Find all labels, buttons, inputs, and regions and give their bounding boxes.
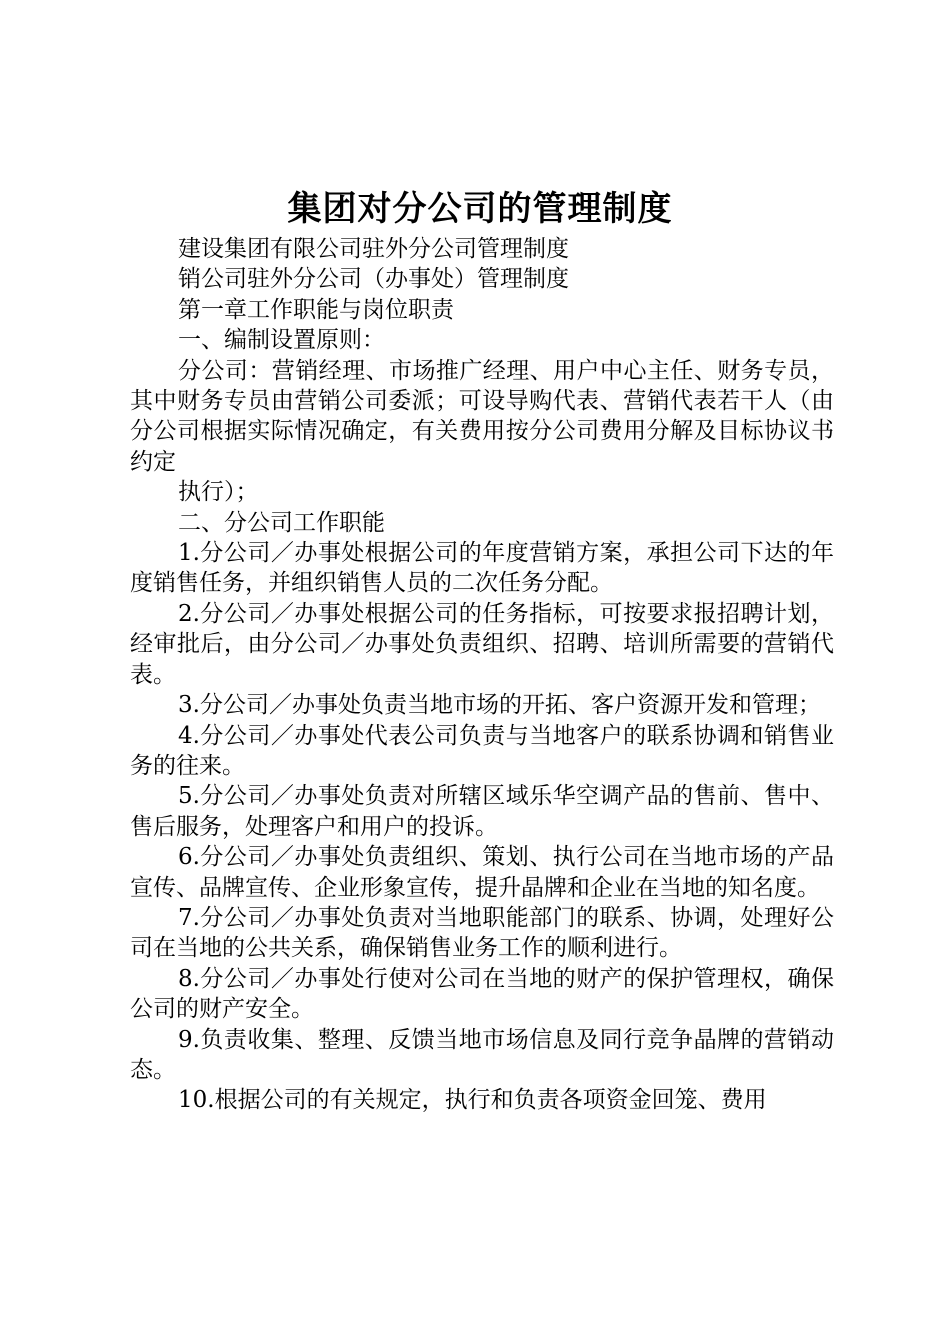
list-item: 5.分公司／办事处负责对所辖区域乐华空调产品的售前、售中、售后服务，处理客户和用户的投诉。 xyxy=(130,783,834,840)
paragraph: 执行）； xyxy=(178,479,259,506)
list-item: 2.分公司／办事处根据公司的任务指标，可按要求报招聘计划，经审批后，由分公司／办事处负责组织、招聘、培训所需要的营销代表。 xyxy=(130,600,834,688)
list-item: 9.负责收集、整理、反馈当地市场信息及同行竞争晶牌的营销动态。 xyxy=(130,1026,834,1083)
list-item: 6.分公司／办事处负责组织、策划、执行公司在当地市场的产品宣传、品牌宣传、企业形象宣传，提升晶牌和企业在当地的知名度。 xyxy=(130,844,834,901)
section-heading: 一、编制设置原则： xyxy=(178,327,385,354)
list-item: 3.分公司／办事处负责当地市场的开拓、客户资源开发和管理； xyxy=(178,692,821,719)
list-item: 8.分公司／办事处行使对公司在当地的财产的保护管理权，确保公司的财产安全。 xyxy=(130,965,834,1023)
list-item: 4.分公司／办事处代表公司负责与当地客户的联系协调和销售业务的往来。 xyxy=(130,722,834,779)
document-body xyxy=(130,234,834,1116)
paragraph: 销公司驻外分公司（办事处）管理制度 xyxy=(178,266,569,293)
chapter-heading: 第一章工作职能与岗位职责 xyxy=(178,296,454,323)
paragraph: 建设集团有限公司驻外分公司管理制度 xyxy=(178,236,569,262)
list-item: 10.根据公司的有关规定，执行和负责各项资金回笼、费用 xyxy=(178,1087,767,1114)
list-item: 1.分公司／办事处根据公司的年度营销方案，承担公司下达的年度销售任务，并组织销售人员的二次任务分配。 xyxy=(130,540,834,597)
list-item: 7.分公司／办事处负责对当地职能部门的联系、协调，处理好公司在当地的公共关系，确保销售业务工作的顺利进行。 xyxy=(130,904,834,962)
document-title: 集团对分公司的管理制度 xyxy=(287,189,673,229)
section-heading: 二、分公司工作职能 xyxy=(178,509,385,536)
paragraph: 分公司：营销经理、市场推广经理、用户中心主任、财务专员，其中财务专员由营销公司委派；可设导购代表、营销代表若干人（由分公司根据实际情况确定，有关费用按分公司费用分解及目标协议书约定 xyxy=(130,357,834,475)
